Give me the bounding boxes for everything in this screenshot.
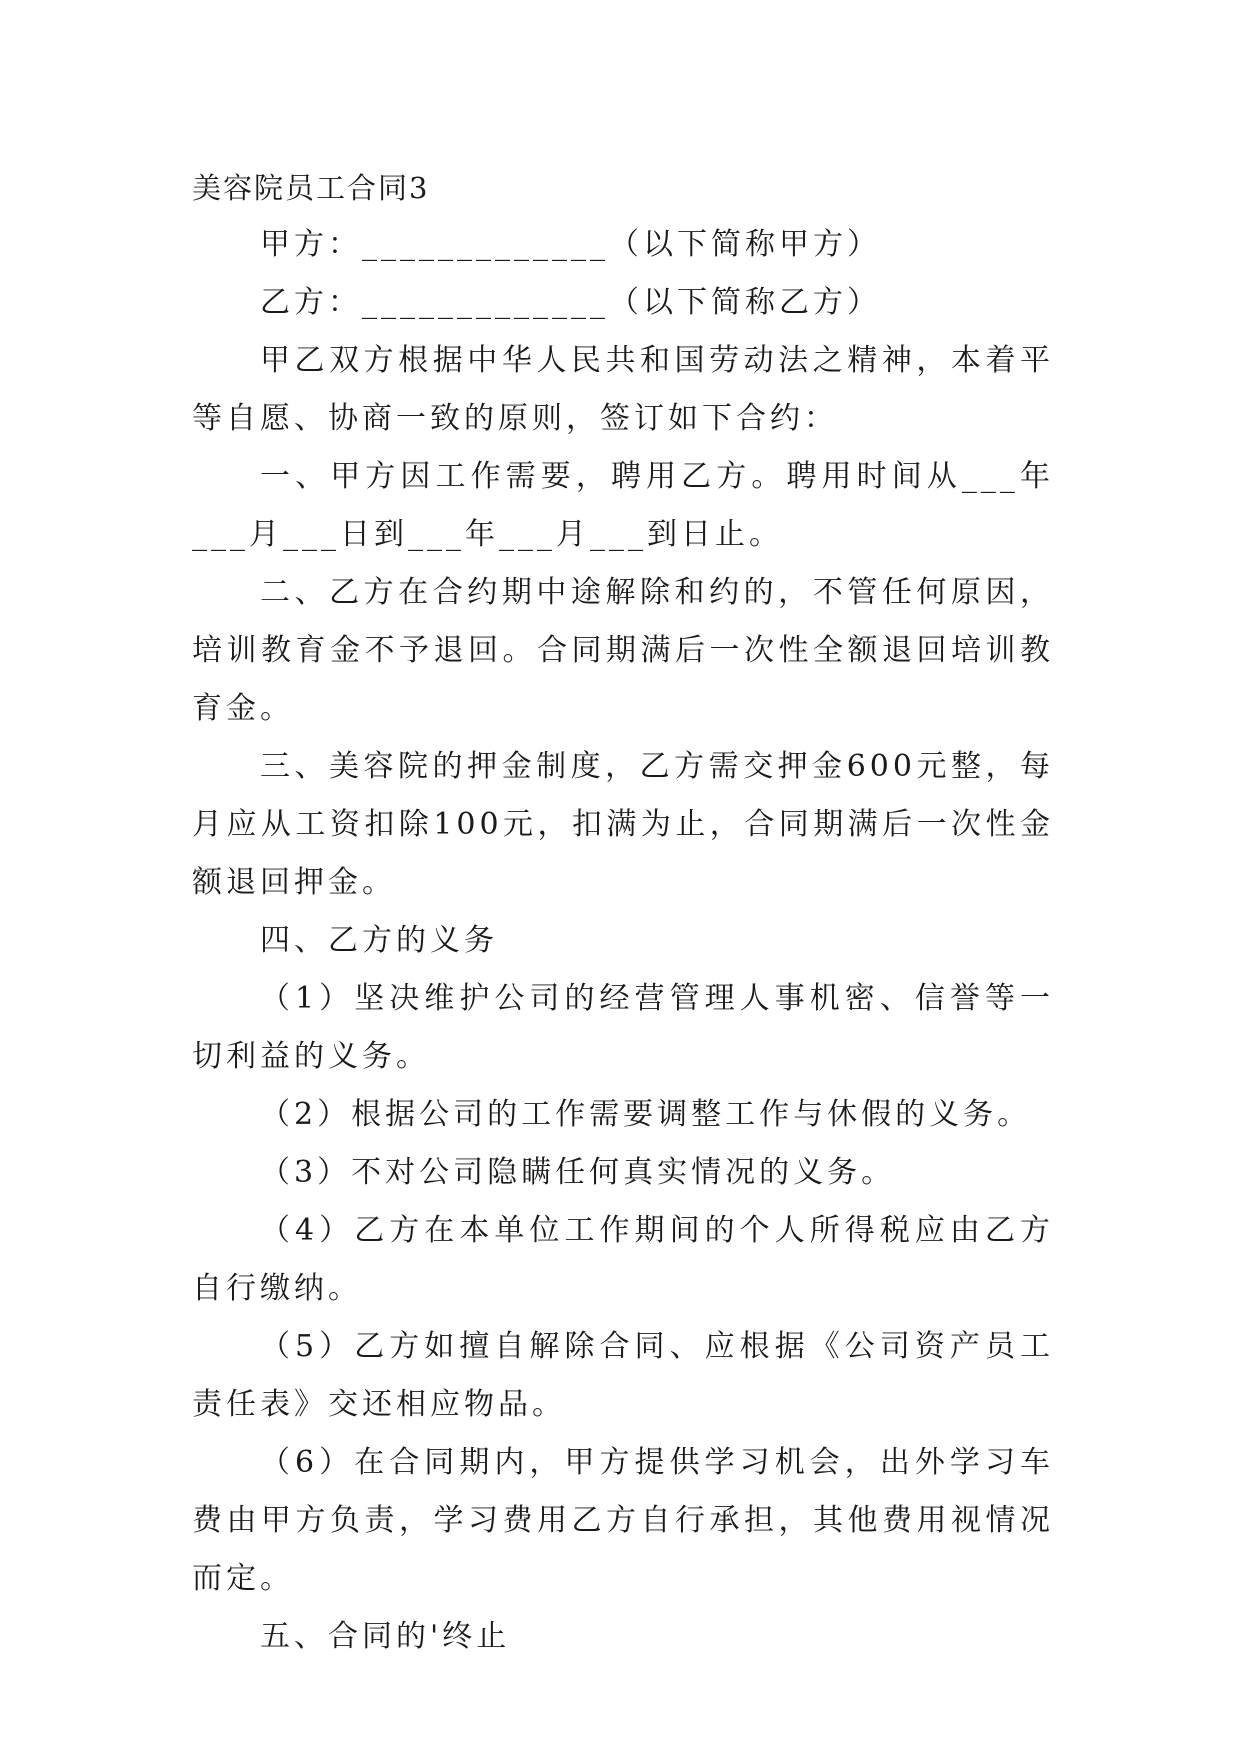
- preamble-paragraph: 甲乙双方根据中华人民共和国劳动法之精神，本着平等自愿、协商一致的原则，签订如下合约：: [192, 343, 1054, 436]
- duty-1-paragraph: （1）坚决维护公司的经营管理人事机密、信誉等一切利益的义务。: [192, 981, 1054, 1074]
- clause-5-heading: 五、合同的'终止: [260, 1619, 511, 1654]
- duty-3-paragraph: （3）不对公司隐瞒任何真实情况的义务。: [260, 1155, 896, 1190]
- document-title: 美容院员工合同3: [192, 171, 430, 205]
- duty-4-paragraph: （4）乙方在本单位工作期间的个人所得税应由乙方自行缴纳。: [192, 1213, 1054, 1306]
- duty-5-paragraph: （5）乙方如擅自解除合同、应根据《公司资产员工责任表》交还相应物品。: [192, 1329, 1054, 1422]
- clause-3-paragraph: 三、美容院的押金制度，乙方需交押金600元整，每月应从工资扣除100元，扣满为止，合同期满后一次性金额退回押金。: [192, 749, 1054, 900]
- clause-4-heading: 四、乙方的义务: [260, 923, 498, 958]
- duty-6-paragraph: （6）在合同期内，甲方提供学习机会，出外学习车费由甲方负责，学习费用乙方自行承担，其他费用视情况而定。: [192, 1445, 1054, 1596]
- party-b-line: 乙方：_____________（以下简称乙方）: [260, 285, 881, 320]
- clause-1-paragraph: 一、甲方因工作需要，聘用乙方。聘用时间从___年___月___日到___年___月___到日止。: [192, 459, 1054, 552]
- party-a-line: 甲方：_____________（以下简称甲方）: [260, 227, 881, 262]
- duty-2-paragraph: （2）根据公司的工作需要调整工作与休假的义务。: [260, 1097, 1032, 1132]
- clause-2-paragraph: 二、乙方在合约期中途解除和约的，不管任何原因，培训教育金不予退回。合同期满后一次性全额退回培训教育金。: [192, 575, 1054, 726]
- document-page: [192, 160, 1054, 1666]
